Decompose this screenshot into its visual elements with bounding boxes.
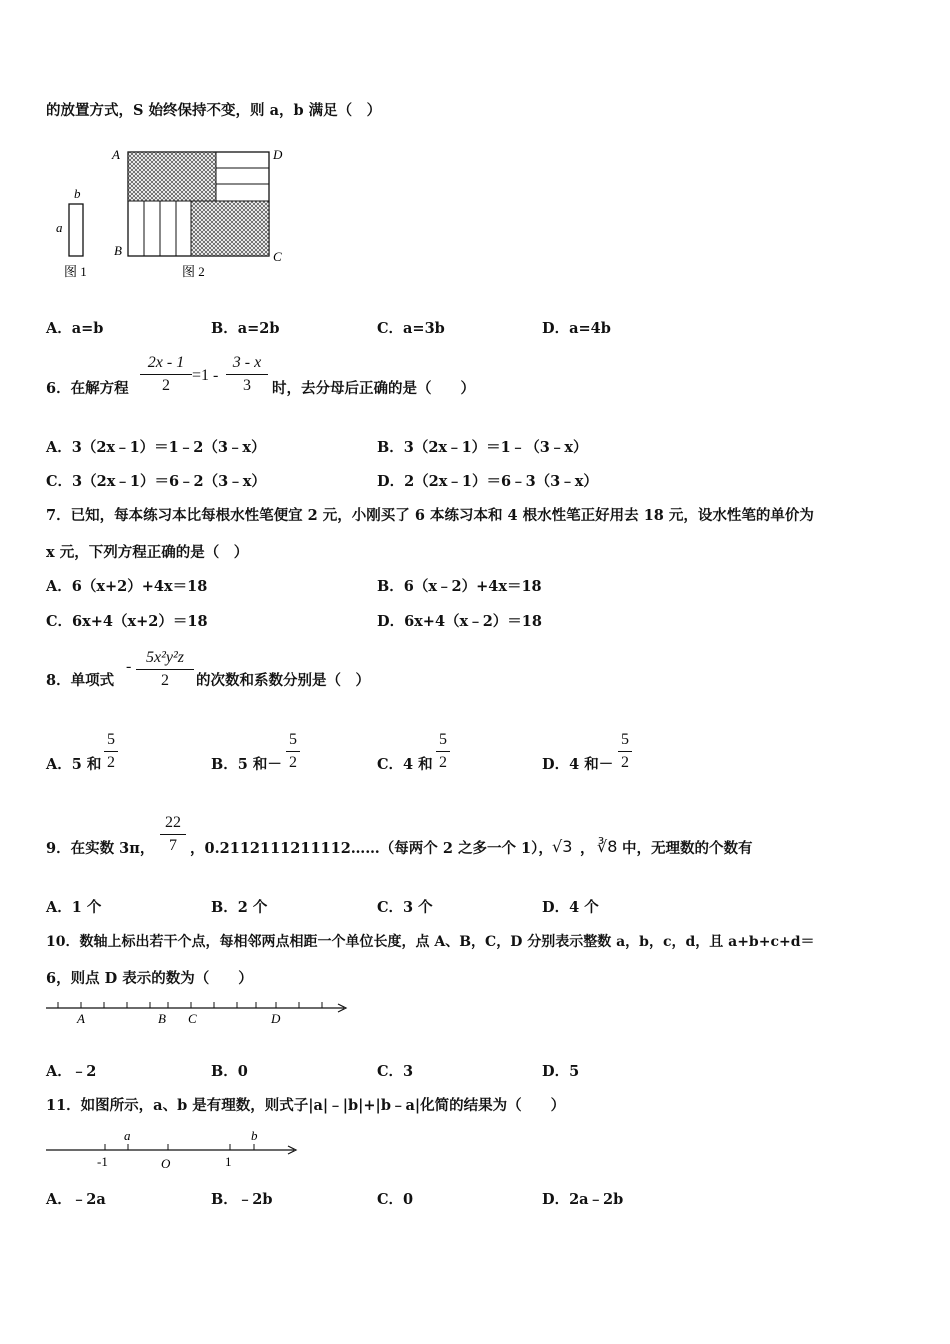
q7-line1: 7．已知，每本练习本比每根水性笔便宜 2 元，小刚买了 6 本练习本和 4 根水性笔正好用去 18 元，设水性笔的单价为 [46,507,814,524]
q8-frac-num: 5x²y²z [145,649,185,666]
q10-line1: 10．数轴上标出若干个点，每相邻两点相距一个单位长度，点 A、B，C，D 分别表示整数 a，b，c，d，且 a+b+c+d＝ [46,934,815,950]
q6-fraction-2 [226,354,268,395]
fig2-label-D: D [273,147,283,162]
q8-option-d-label: D．4 和－ [542,756,614,773]
q7-option-c[interactable]: C．6x+4（x+2）＝18 [46,613,208,630]
fig2-label-C: C [273,249,282,264]
q8-option-a-label: A．5 和 [46,756,102,773]
q8-suffix: 的次数和系数分别是（ ） [196,672,370,689]
q11-label-O: O [161,1156,171,1171]
q9-option-d[interactable]: D．4 个 [542,899,599,916]
q7-line2: x 元，下列方程正确的是（ ） [46,544,249,561]
q5-option-a[interactable]: A．a=b [46,320,104,337]
q6-frac2-num: 3 - x [232,354,262,371]
q7-option-b[interactable]: B．6（x﹣2）+4x＝18 [377,578,542,595]
q6-fraction-1 [140,354,192,395]
q6-frac1-den: 2 [162,377,170,394]
q6-prefix: 6．在解方程 [46,380,129,397]
q8-frac-den: 2 [161,672,169,689]
q11-option-b[interactable]: B．﹣2b [211,1191,273,1208]
q10-label-A: A [77,1011,85,1026]
q9-sqrt3: √3 [552,837,573,856]
q8-fraction [136,649,194,690]
q11-option-d[interactable]: D．2a﹣2b [542,1191,624,1208]
q8-option-c-frac: 5 2 [436,731,450,772]
q8-option-c-label: C．4 和 [377,756,433,773]
q11-number-line [44,1126,304,1171]
q10-option-b[interactable]: B．0 [211,1063,248,1080]
q6-option-d[interactable]: D．2（2x﹣1）＝6﹣3（3﹣x） [377,473,598,490]
q5-option-c[interactable]: C．a=3b [377,320,445,337]
q6-middle: =1 - [192,367,219,384]
q9-middle: ，0.2112111211112……（每两个 2 之多一个 1）， [190,840,553,857]
q8-option-a[interactable] [46,755,101,775]
q5-option-d[interactable]: D．a=4b [542,320,611,337]
fig1-label-a: a [56,220,63,235]
q9-comma: ， [580,840,595,857]
q5-stem: 的放置方式，S 始终保持不变，则 a，b 满足（ ） [46,102,382,119]
q9-fraction: 22 7 [160,814,186,855]
q10-label-D: D [271,1011,281,1026]
q10-label-B: B [158,1011,166,1026]
q9-option-b[interactable]: B．2 个 [211,899,268,916]
q8-option-b-label: B．5 和－ [211,756,282,773]
q11-label-1: 1 [225,1154,232,1169]
q8-option-d-frac: 5 2 [618,731,632,772]
fig1-label-b: b [74,186,81,201]
q8-option-a-frac: 5 2 [104,731,118,772]
q11-label-b: b [251,1128,258,1143]
q9-cbrt8: ∛8 [597,837,618,856]
q9-suffix: 中，无理数的个数有 [622,840,753,857]
fig2-shade-top [128,152,216,201]
fig2-label-A: A [112,147,120,162]
q8-option-d[interactable] [542,755,613,775]
q5-figure [50,140,300,285]
q8-prefix: 8．单项式 [46,672,115,689]
q11-option-a[interactable]: A．﹣2a [46,1191,106,1208]
q10-option-d[interactable]: D．5 [542,1063,580,1080]
q10-option-c[interactable]: C．3 [377,1063,414,1080]
q6-option-a[interactable]: A．3（2x﹣1）＝1﹣2（3﹣x） [46,439,266,456]
q6-suffix: 时，去分母后正确的是（ ） [272,380,475,397]
q11-stem: 11．如图所示，a、b 是有理数，则式子|a|﹣|b|+|b﹣a|化简的结果为（ ） [46,1097,566,1114]
q9-option-c[interactable]: C．3 个 [377,899,433,916]
q8-option-b[interactable] [211,755,282,775]
q7-option-a[interactable]: A．6（x+2）+4x＝18 [46,578,208,595]
q10-line2: 6，则点 D 表示的数为（ ） [46,970,253,987]
fig1-rect [69,204,83,256]
q6-frac2-den: 3 [243,377,251,394]
q6-option-b[interactable]: B．3（2x﹣1）＝1﹣（3﹣x） [377,439,588,456]
q8-minus: - [126,658,132,675]
q6-frac1-num: 2x - 1 [147,354,185,371]
q11-label-neg1: -1 [97,1154,108,1169]
q8-option-b-frac: 5 2 [286,731,300,772]
q8-option-c[interactable] [377,755,433,775]
fig2-label-B: B [114,243,122,258]
q11-option-c[interactable]: C．0 [377,1191,414,1208]
fig2-shade-bottom [191,201,269,256]
q6-option-c[interactable]: C．3（2x﹣1）＝6﹣2（3﹣x） [46,473,266,490]
q9-option-a[interactable]: A．1 个 [46,899,102,916]
q10-option-a[interactable]: A．﹣2 [46,1063,97,1080]
fig1-caption: 图 1 [64,264,87,279]
q9-prefix: 9．在实数 3π， [46,840,155,857]
q10-label-C: C [188,1011,197,1026]
q5-option-b[interactable]: B．a=2b [211,320,280,337]
q11-label-a: a [124,1128,131,1143]
q7-option-d[interactable]: D．6x+4（x﹣2）＝18 [377,613,542,630]
q10-number-line [44,998,354,1028]
fig2-caption: 图 2 [182,264,205,279]
